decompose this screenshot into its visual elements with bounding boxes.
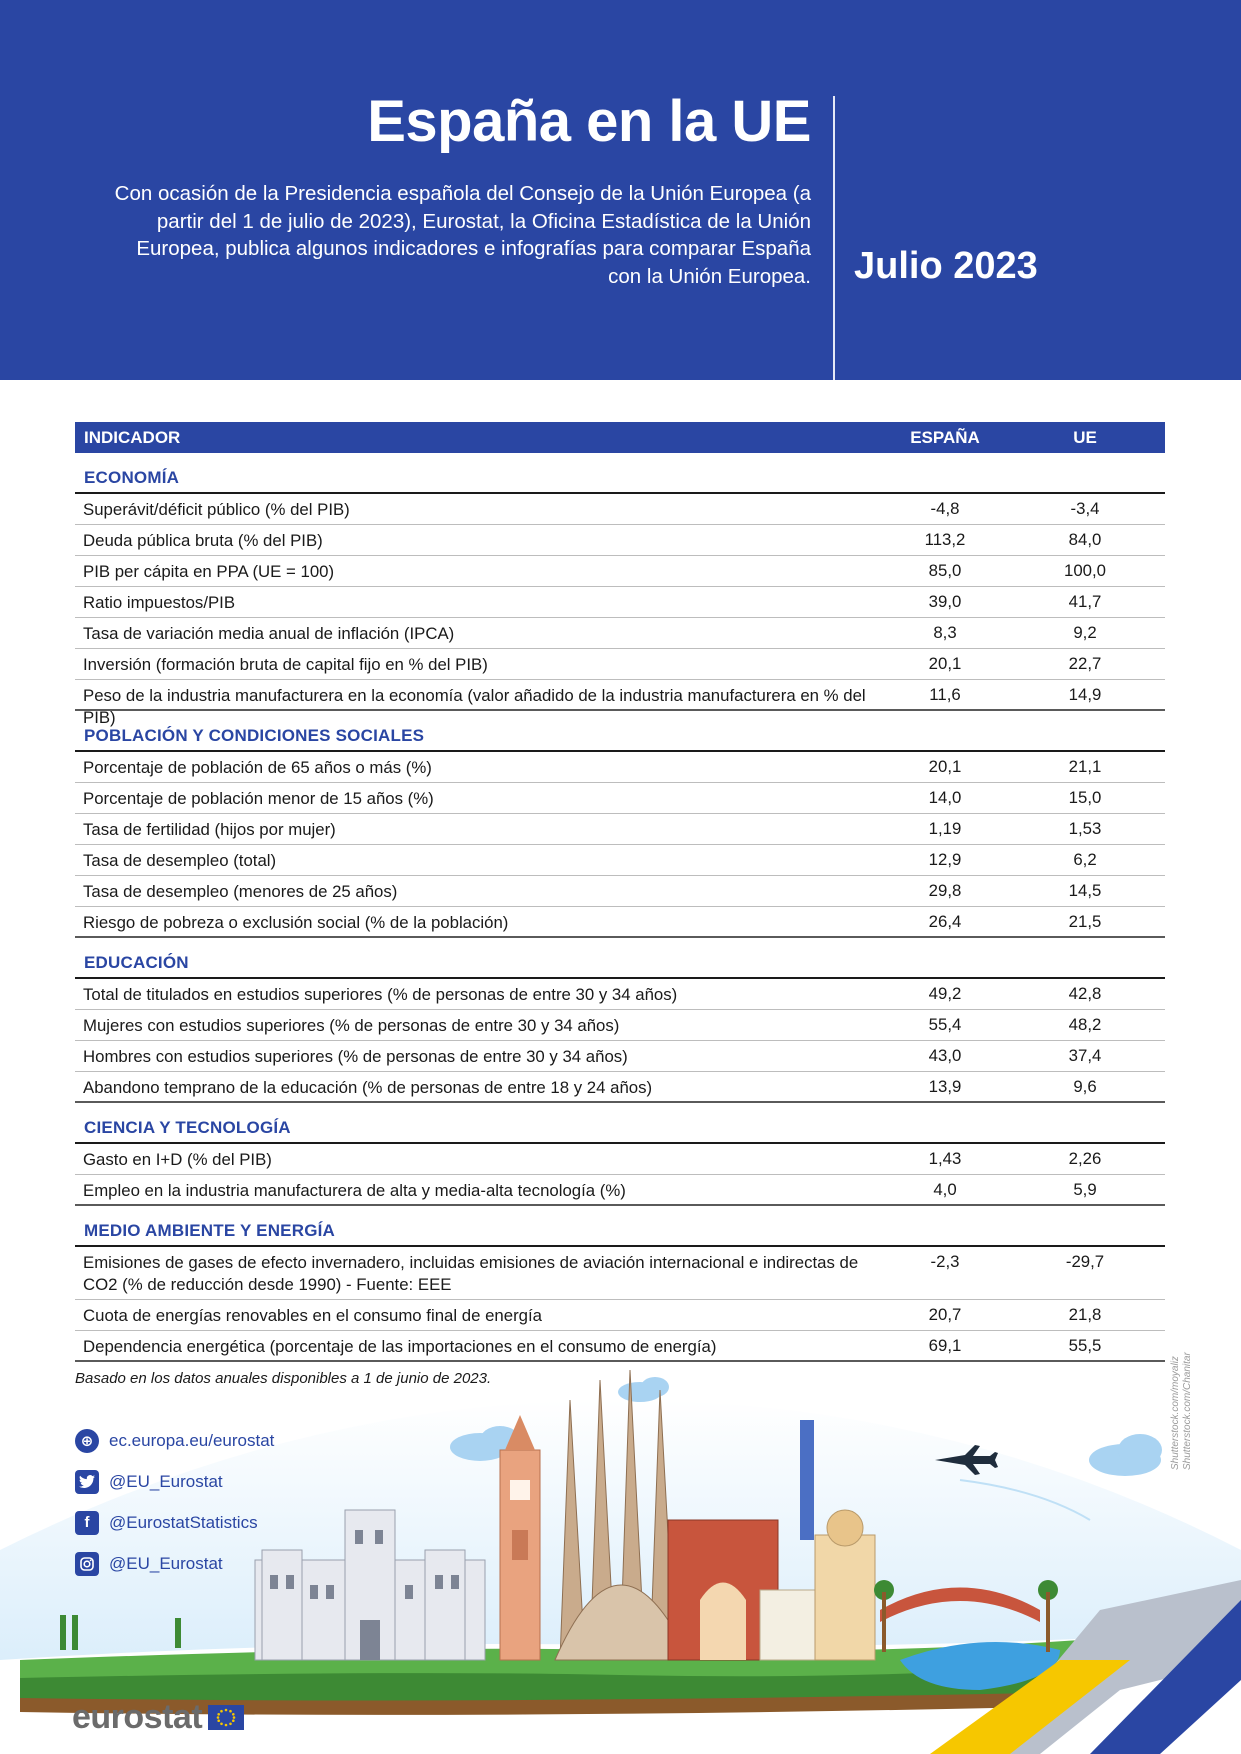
indicator-label: Gasto en I+D (% del PIB) — [83, 1150, 272, 1169]
spain-value: 29,8 — [928, 881, 962, 900]
globe-icon: ⊕ — [75, 1429, 99, 1453]
website-link-text: ec.europa.eu/eurostat — [109, 1430, 275, 1450]
facebook-link-text: @EurostatStatistics — [109, 1512, 258, 1532]
table-row — [75, 1331, 1165, 1362]
table-row — [75, 814, 1165, 845]
table-body — [75, 453, 1165, 1362]
indicator-label: Tasa de variación media anual de inflación (IPCA) — [83, 624, 455, 643]
eu-value: 9,6 — [1073, 1077, 1097, 1096]
intro-text: Con ocasión de la Presidencia española del Consejo de la Unión Europea (a partir del 1 de julio de 2023), Eurostat, la Oficina Estadística de la Unión Europea, publica algunos indicadores e infografías para comparar España con la Unión Europea. — [114, 182, 811, 288]
eu-value: 14,5 — [1068, 881, 1102, 900]
section-header — [75, 711, 1165, 752]
instagram-link[interactable] — [75, 1543, 274, 1584]
spain-value: 20,1 — [928, 757, 962, 776]
table-row — [75, 680, 1165, 727]
indicator-label: Emisiones de gases de efecto invernadero, incluidas emisiones de aviación internacional e indirectas de CO2 (% de reducción desde 1990) - Fuente: EEE — [83, 1253, 859, 1294]
spain-value: 8,3 — [933, 623, 957, 642]
indicator-label: Empleo en la industria manufacturera de alta y media-alta tecnología (%) — [83, 1181, 626, 1200]
spain-value: 1,43 — [928, 1149, 962, 1168]
eu-value: 5,9 — [1073, 1180, 1097, 1199]
spain-value: 26,4 — [928, 912, 962, 931]
spain-value: 13,9 — [928, 1077, 962, 1096]
spain-value: 39,0 — [928, 592, 962, 611]
twitter-icon — [75, 1470, 99, 1494]
spain-value: 1,19 — [928, 819, 962, 838]
social-links — [75, 1420, 274, 1584]
table-row — [75, 1010, 1165, 1041]
eu-value: 42,8 — [1068, 984, 1102, 1003]
page-title: España en la UE — [367, 89, 811, 154]
table-row — [75, 494, 1165, 525]
indicator-label: Dependencia energética (porcentaje de las importaciones en el consumo de energía) — [83, 1337, 717, 1356]
eu-value: 21,1 — [1068, 757, 1102, 776]
eu-value: 9,2 — [1073, 623, 1097, 642]
spain-value: 20,1 — [928, 654, 962, 673]
column-header-indicator: INDICADOR — [84, 428, 181, 447]
spain-value: 69,1 — [928, 1336, 962, 1355]
spain-value: 11,6 — [929, 685, 961, 704]
spain-value: -2,3 — [930, 1252, 960, 1271]
instagram-icon — [75, 1552, 99, 1576]
eu-value: 37,4 — [1068, 1046, 1102, 1065]
indicator-label: Superávit/déficit público (% del PIB) — [83, 500, 350, 519]
section-header — [75, 938, 1165, 979]
eu-value: -3,4 — [1070, 499, 1100, 518]
eu-value: 22,7 — [1068, 654, 1102, 673]
indicator-label: Cuota de energías renovables en el consumo final de energía — [83, 1306, 542, 1325]
spain-value: 4,0 — [933, 1180, 957, 1199]
eu-value: -29,7 — [1065, 1252, 1105, 1271]
section-title: ECONOMÍA — [84, 468, 180, 487]
twitter-link-text: @EU_Eurostat — [109, 1471, 223, 1491]
spain-value: 55,4 — [928, 1015, 962, 1034]
table-row — [75, 845, 1165, 876]
publication-date: Julio 2023 — [854, 245, 1038, 287]
indicator-label: Porcentaje de población menor de 15 años (%) — [83, 789, 434, 808]
section-title: EDUCACIÓN — [84, 953, 189, 972]
section-header — [75, 453, 1165, 494]
indicator-label: Ratio impuestos/PIB — [83, 593, 236, 612]
table-row — [75, 979, 1165, 1010]
table-row — [75, 1300, 1165, 1331]
eu-value: 2,26 — [1068, 1149, 1102, 1168]
indicator-label: Mujeres con estudios superiores (% de personas de entre 30 y 34 años) — [83, 1016, 620, 1035]
eu-value: 100,0 — [1064, 561, 1106, 580]
spain-value: 43,0 — [928, 1046, 962, 1065]
table-row — [75, 1072, 1165, 1103]
spain-value: 113,2 — [924, 530, 966, 549]
indicator-label: Hombres con estudios superiores (% de personas de entre 30 y 34 años) — [83, 1047, 628, 1066]
eu-value: 14,9 — [1068, 685, 1102, 704]
indicator-label: Porcentaje de población de 65 años o más (%) — [83, 758, 432, 777]
table-row — [75, 752, 1165, 783]
table-row — [75, 1175, 1165, 1206]
instagram-link-text: @EU_Eurostat — [109, 1553, 223, 1573]
credit-line: Shutterstock.com/moyaliz — [1170, 1356, 1181, 1470]
footnote: Basado en los datos anuales disponibles a 1 de junio de 2023. — [75, 1370, 492, 1387]
section-title: POBLACIÓN Y CONDICIONES SOCIALES — [84, 726, 425, 745]
eu-flag-icon — [208, 1705, 244, 1730]
column-header-spain: ESPAÑA — [910, 428, 980, 447]
indicator-label: Tasa de desempleo (menores de 25 años) — [83, 882, 398, 901]
eurostat-wordmark: eurostat — [72, 1698, 203, 1736]
indicator-label: Tasa de desempleo (total) — [83, 851, 277, 870]
indicator-label: Deuda pública bruta (% del PIB) — [83, 531, 323, 550]
indicator-label: Riesgo de pobreza o exclusión social (% de la población) — [83, 913, 509, 932]
table-row — [75, 587, 1165, 618]
table-row — [75, 649, 1165, 680]
facebook-icon: f — [75, 1511, 99, 1535]
indicator-label: Peso de la industria manufacturera en la economía (valor añadido de la industria manufacturera en % del PIB) — [83, 686, 866, 727]
eu-value: 21,8 — [1068, 1305, 1102, 1324]
section-title: MEDIO AMBIENTE Y ENERGÍA — [84, 1221, 336, 1240]
eu-value: 15,0 — [1068, 788, 1102, 807]
table-row — [75, 907, 1165, 938]
image-credits — [1170, 1352, 1194, 1470]
column-header-eu: UE — [1073, 428, 1097, 447]
header-banner — [0, 0, 1241, 380]
table-row — [75, 1144, 1165, 1175]
website-link[interactable] — [75, 1420, 274, 1461]
table-row — [75, 783, 1165, 814]
table-row — [75, 525, 1165, 556]
table-row — [75, 876, 1165, 907]
eu-value: 6,2 — [1073, 850, 1097, 869]
table-row — [75, 1247, 1165, 1300]
indicator-label: Inversión (formación bruta de capital fijo en % del PIB) — [83, 655, 488, 674]
credit-line: Shutterstock.com/Chanitar — [1182, 1352, 1193, 1470]
eu-value: 84,0 — [1068, 530, 1102, 549]
eu-value: 55,5 — [1068, 1336, 1102, 1355]
eu-value: 21,5 — [1068, 912, 1102, 931]
spain-value: 49,2 — [928, 984, 962, 1003]
spain-value: 20,7 — [928, 1305, 962, 1324]
eu-value: 1,53 — [1068, 819, 1102, 838]
eu-value: 48,2 — [1068, 1015, 1102, 1034]
twitter-link[interactable] — [75, 1461, 274, 1502]
table-row — [75, 556, 1165, 587]
table-header — [75, 422, 1165, 453]
section-title: CIENCIA Y TECNOLOGÍA — [84, 1118, 291, 1137]
facebook-link[interactable] — [75, 1502, 274, 1543]
eurostat-logo — [72, 1698, 244, 1737]
spain-value: 12,9 — [928, 850, 962, 869]
indicator-label: Tasa de fertilidad (hijos por mujer) — [83, 820, 336, 839]
spain-value: 85,0 — [928, 561, 962, 580]
indicators-table — [75, 422, 1165, 1362]
table-row — [75, 1041, 1165, 1072]
spain-value: 14,0 — [928, 788, 962, 807]
indicator-label: PIB per cápita en PPA (UE = 100) — [83, 562, 335, 581]
indicator-label: Abandono temprano de la educación (% de personas de entre 18 y 24 años) — [83, 1078, 653, 1097]
indicator-label: Total de titulados en estudios superiores (% de personas de entre 30 y 34 años) — [83, 985, 678, 1004]
table-row — [75, 618, 1165, 649]
section-header — [75, 1206, 1165, 1247]
spain-value: -4,8 — [930, 499, 960, 518]
header-divider — [833, 96, 835, 380]
section-header — [75, 1103, 1165, 1144]
eu-value: 41,7 — [1068, 592, 1102, 611]
